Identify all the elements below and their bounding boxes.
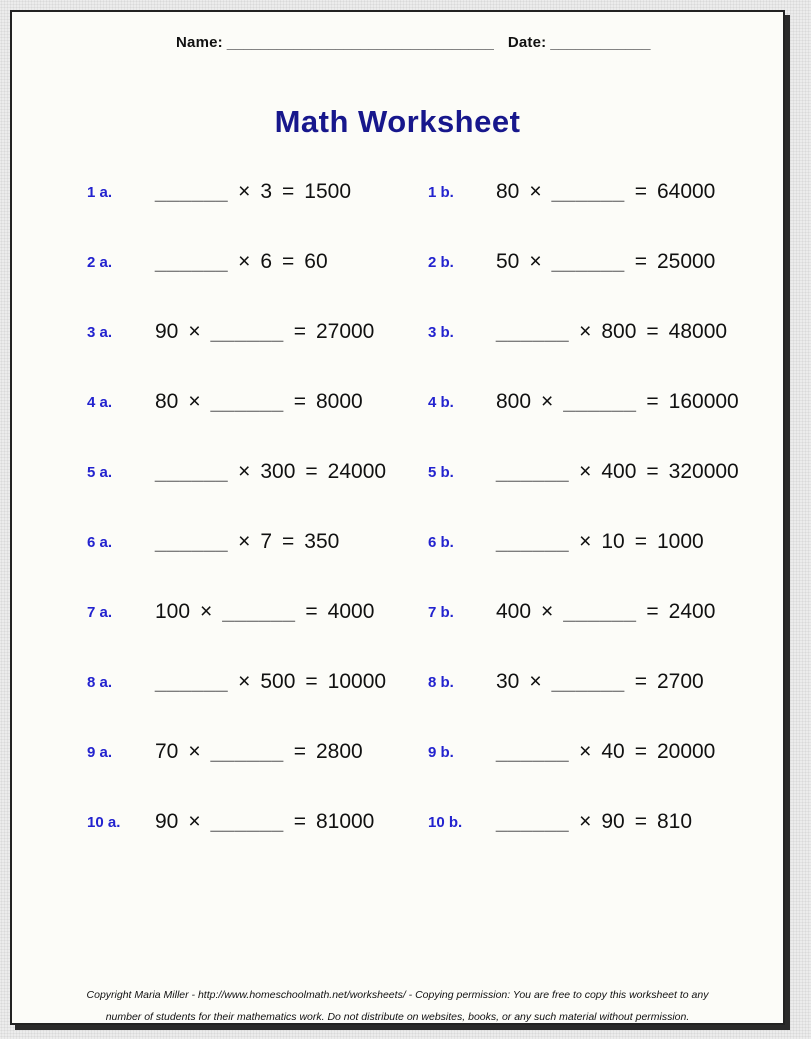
- expression-term: ×: [238, 670, 251, 693]
- problem: [428, 157, 769, 227]
- expression-term: 48000: [668, 320, 728, 343]
- expression-term: 8000: [315, 390, 363, 413]
- expression-term: 90: [155, 810, 179, 833]
- expression-term: =: [282, 530, 295, 553]
- answer-blank[interactable]: ______: [210, 740, 284, 763]
- problem: [428, 507, 769, 577]
- expression-term: 30: [496, 670, 520, 693]
- expression-term: =: [282, 250, 295, 273]
- expression-term: 27000: [315, 320, 375, 343]
- problem-expression: [496, 530, 709, 554]
- expression-term: ×: [238, 530, 251, 553]
- expression-term: ×: [529, 180, 542, 203]
- problem: [428, 577, 769, 647]
- expression-term: ×: [541, 600, 554, 623]
- expression-term: 800: [601, 320, 637, 343]
- expression-term: 81000: [315, 810, 375, 833]
- expression-term: 160000: [668, 390, 739, 413]
- problem-expression: [155, 390, 368, 414]
- date-field-line[interactable]: ____________: [550, 34, 651, 51]
- expression-term: ×: [238, 250, 251, 273]
- problem-expression: [155, 810, 379, 834]
- problems-grid: [87, 157, 769, 857]
- problem: [428, 297, 769, 367]
- expression-term: 20000: [656, 740, 716, 763]
- problem-expression: [496, 320, 732, 344]
- answer-blank[interactable]: ______: [496, 740, 570, 763]
- worksheet-page: [10, 10, 785, 1025]
- problem-number-label: 7 a.: [87, 603, 113, 621]
- expression-term: 4000: [327, 600, 375, 623]
- answer-blank[interactable]: ______: [155, 530, 229, 553]
- problem-number-label: 8 a.: [87, 673, 113, 691]
- problem: [428, 787, 769, 857]
- problem-expression: [496, 670, 709, 694]
- expression-term: =: [634, 740, 647, 763]
- problem-expression: [155, 670, 391, 694]
- problem: [428, 717, 769, 787]
- expression-term: 7: [260, 530, 273, 553]
- problem: [87, 717, 428, 787]
- expression-term: ×: [579, 530, 592, 553]
- expression-term: 10000: [327, 670, 387, 693]
- problem: [87, 647, 428, 717]
- problem: [87, 227, 428, 297]
- problem-number-label: 5 a.: [87, 463, 113, 481]
- expression-term: 10: [601, 530, 625, 553]
- expression-term: 350: [304, 530, 340, 553]
- problem-number-label: 1 b.: [428, 183, 454, 201]
- expression-term: =: [634, 530, 647, 553]
- answer-blank[interactable]: ______: [496, 530, 570, 553]
- expression-term: 400: [496, 600, 532, 623]
- answer-blank[interactable]: ______: [155, 670, 229, 693]
- problem-number-label: 3 a.: [87, 323, 113, 341]
- answer-blank[interactable]: ______: [222, 600, 296, 623]
- problem-number-label: 2 b.: [428, 253, 454, 271]
- expression-term: 80: [155, 390, 179, 413]
- problem-expression: [496, 810, 697, 834]
- answer-blank[interactable]: ______: [496, 320, 570, 343]
- problem: [87, 787, 428, 857]
- expression-term: =: [646, 320, 659, 343]
- problem-expression: [155, 460, 391, 484]
- expression-term: =: [634, 670, 647, 693]
- expression-term: ×: [188, 390, 201, 413]
- answer-blank[interactable]: ______: [210, 390, 284, 413]
- expression-term: 320000: [668, 460, 739, 483]
- footer-line-2: number of students for their mathematics work. Do not distribute on websites, books, or any such material without permission.: [105, 1011, 690, 1023]
- problem-expression: [155, 600, 379, 624]
- expression-term: 64000: [656, 180, 716, 203]
- expression-term: 500: [260, 670, 296, 693]
- expression-term: =: [634, 180, 647, 203]
- expression-term: 810: [656, 810, 693, 833]
- problem: [87, 437, 428, 507]
- footer-line-1: Copyright Maria Miller - http://www.homeschoolmath.net/worksheets/ - Copying permission: You are free to copy this worksheet to any: [86, 989, 709, 1001]
- expression-term: 25000: [656, 250, 716, 273]
- page-title: Math Worksheet: [274, 104, 521, 139]
- date-label: Date:: [507, 34, 547, 51]
- expression-term: ×: [579, 460, 592, 483]
- expression-term: 800: [496, 390, 532, 413]
- expression-term: 50: [496, 250, 520, 273]
- answer-blank[interactable]: ______: [551, 250, 625, 273]
- problem-expression: [496, 740, 720, 764]
- answer-blank[interactable]: ______: [563, 390, 637, 413]
- answer-blank[interactable]: ______: [155, 250, 229, 273]
- expression-term: ×: [238, 180, 251, 203]
- answer-blank[interactable]: ______: [210, 810, 284, 833]
- expression-term: ×: [188, 810, 201, 833]
- problem: [428, 647, 769, 717]
- expression-term: 3: [260, 180, 273, 203]
- answer-blank[interactable]: ______: [155, 460, 229, 483]
- problem-number-label: 7 b.: [428, 603, 454, 621]
- expression-term: 400: [601, 460, 637, 483]
- problem-number-label: 4 b.: [428, 393, 454, 411]
- expression-term: =: [293, 740, 306, 763]
- answer-blank[interactable]: ______: [496, 460, 570, 483]
- problem-expression: [496, 460, 744, 484]
- name-label: Name:: [176, 34, 223, 51]
- expression-term: 24000: [327, 460, 387, 483]
- expression-term: 70: [155, 740, 179, 763]
- name-field-line[interactable]: ________________________________: [226, 34, 494, 51]
- expression-term: 100: [155, 600, 191, 623]
- problem-number-label: 4 a.: [87, 393, 113, 411]
- expression-term: =: [305, 600, 318, 623]
- expression-term: 90: [601, 810, 625, 833]
- problem: [428, 437, 769, 507]
- problem-number-label: 5 b.: [428, 463, 454, 481]
- expression-term: 40: [601, 740, 625, 763]
- expression-term: 1500: [304, 180, 352, 203]
- expression-term: ×: [579, 810, 592, 833]
- expression-term: =: [293, 810, 306, 833]
- expression-term: =: [293, 320, 306, 343]
- problem-expression: [155, 320, 379, 344]
- expression-term: ×: [188, 320, 201, 343]
- expression-term: =: [305, 460, 318, 483]
- expression-term: =: [282, 180, 295, 203]
- answer-blank[interactable]: ______: [155, 180, 229, 203]
- problem-expression: [496, 180, 720, 204]
- expression-term: 2800: [315, 740, 363, 763]
- problem-expression: [155, 530, 344, 554]
- problem-number-label: 6 a.: [87, 533, 113, 551]
- answer-blank[interactable]: ______: [563, 600, 637, 623]
- expression-term: =: [293, 390, 306, 413]
- expression-term: 6: [260, 250, 273, 273]
- header: [176, 34, 650, 51]
- expression-term: 300: [260, 460, 296, 483]
- expression-term: =: [634, 250, 647, 273]
- problem: [87, 577, 428, 647]
- problem: [87, 157, 428, 227]
- expression-term: =: [646, 600, 659, 623]
- expression-term: 2700: [656, 670, 704, 693]
- problem-expression: [496, 390, 744, 414]
- expression-term: =: [646, 460, 659, 483]
- problem-number-label: 8 b.: [428, 673, 454, 691]
- problem-number-label: 10 a.: [87, 813, 121, 831]
- answer-blank[interactable]: ______: [551, 670, 625, 693]
- expression-term: 2400: [668, 600, 716, 623]
- expression-term: =: [634, 810, 647, 833]
- expression-term: ×: [188, 740, 201, 763]
- problem-number-label: 6 b.: [428, 533, 454, 551]
- expression-term: ×: [579, 320, 592, 343]
- problem-number-label: 2 a.: [87, 253, 113, 271]
- expression-term: 1000: [656, 530, 704, 553]
- problem-number-label: 1 a.: [87, 183, 113, 201]
- problem-expression: [155, 180, 356, 204]
- expression-term: =: [646, 390, 659, 413]
- expression-term: ×: [200, 600, 213, 623]
- expression-term: ×: [529, 670, 542, 693]
- answer-blank[interactable]: ______: [551, 180, 625, 203]
- problem-number-label: 9 b.: [428, 743, 454, 761]
- problem: [428, 367, 769, 437]
- expression-term: ×: [579, 740, 592, 763]
- problem-expression: [496, 600, 720, 624]
- problem-number-label: 3 b.: [428, 323, 454, 341]
- problem-expression: [155, 250, 333, 274]
- expression-term: 80: [496, 180, 520, 203]
- footer: [12, 984, 783, 1028]
- problem: [87, 297, 428, 367]
- expression-term: 90: [155, 320, 179, 343]
- expression-term: ×: [541, 390, 554, 413]
- problem-expression: [496, 250, 720, 274]
- problem-number-label: 10 b.: [428, 813, 463, 831]
- answer-blank[interactable]: ______: [210, 320, 284, 343]
- problem-expression: [155, 740, 368, 764]
- problem-number-label: 9 a.: [87, 743, 113, 761]
- expression-term: 60: [304, 250, 328, 273]
- problem: [87, 367, 428, 437]
- expression-term: ×: [238, 460, 251, 483]
- problem: [87, 507, 428, 577]
- problem: [428, 227, 769, 297]
- expression-term: =: [305, 670, 318, 693]
- expression-term: ×: [529, 250, 542, 273]
- answer-blank[interactable]: ______: [496, 810, 570, 833]
